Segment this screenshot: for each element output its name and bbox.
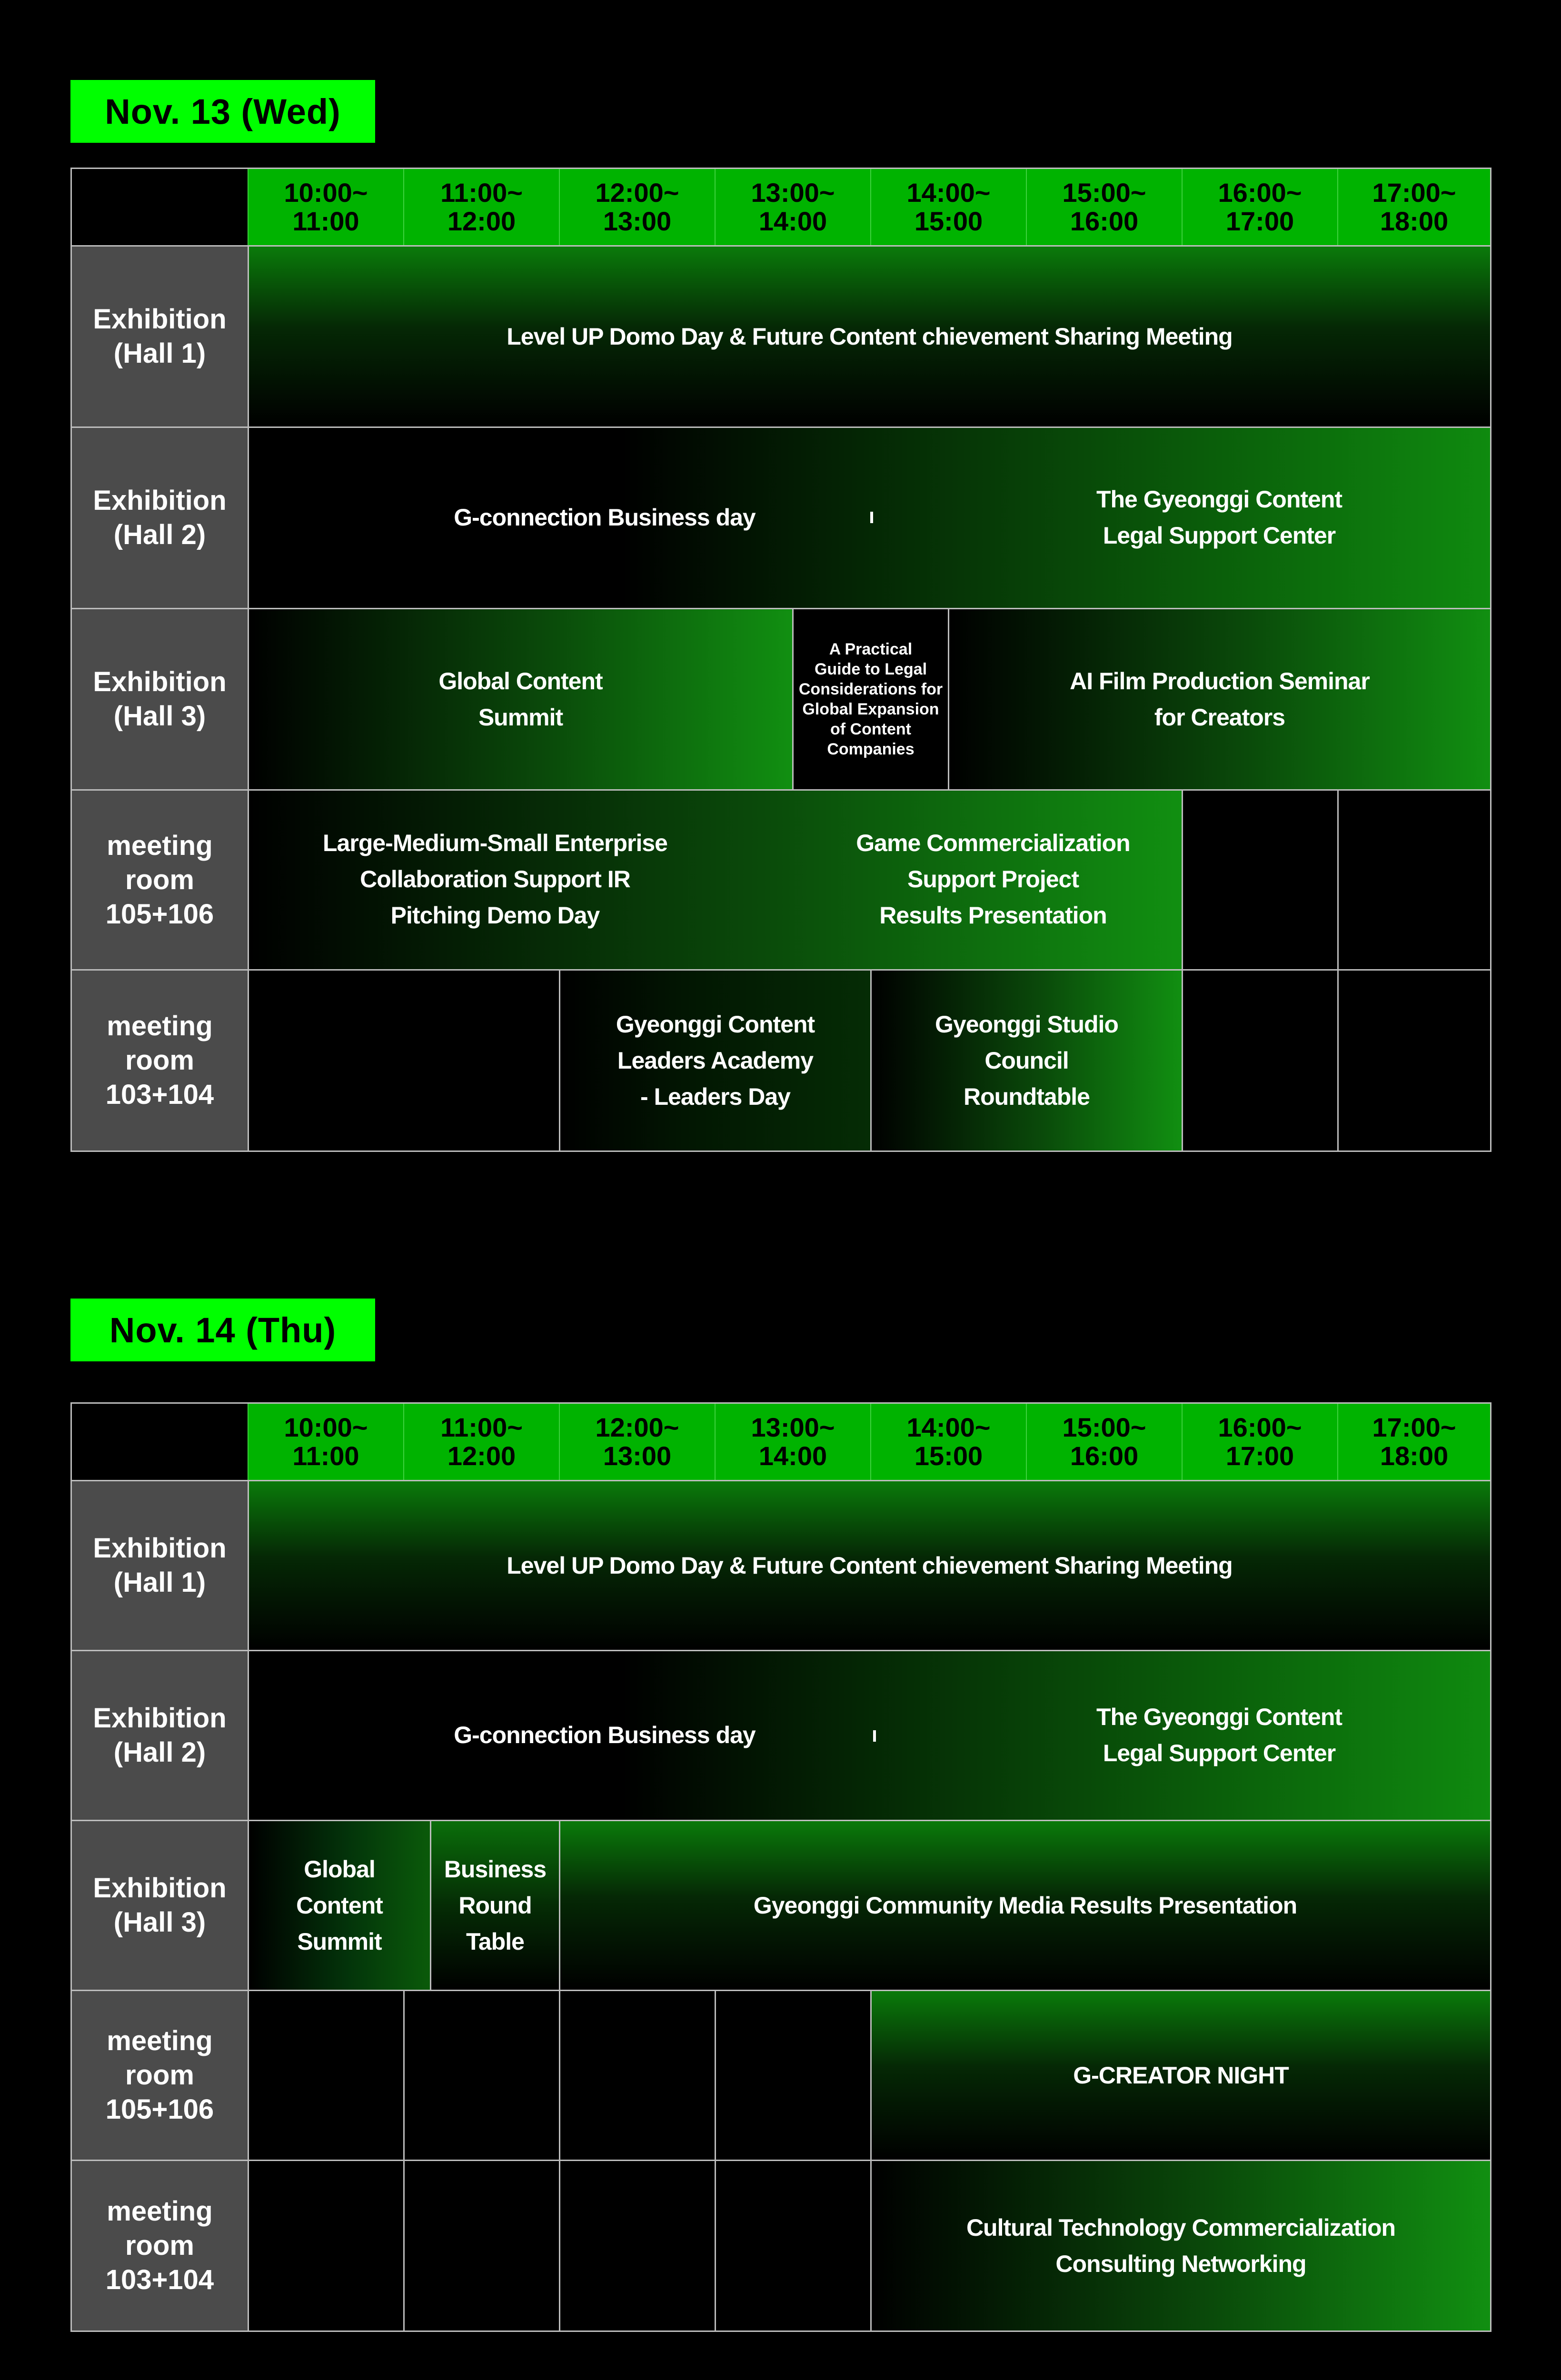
room-label-hall-3: Exhibition (Hall 3) <box>72 1820 248 1990</box>
empty-slot <box>248 1990 403 2160</box>
empty-slot <box>1337 969 1490 1150</box>
time-header-row <box>72 1404 1490 1480</box>
room-label-hall-1: Exhibition (Hall 1) <box>72 245 248 426</box>
event-hall3-legal-guide[interactable]: A Practical Guide to Legal Considerations for Global Expansion of Content Companies <box>792 608 948 789</box>
event-hall2-legal-support[interactable]: The Gyeonggi Content Legal Support Center <box>1096 1703 1342 1766</box>
event-m103-cultural-tech-networking[interactable]: Cultural Technology Commercialization Consulting Networking <box>870 2160 1490 2330</box>
empty-slot <box>1337 789 1490 969</box>
time-slot-3: 12:00~ 13:00 <box>559 1404 715 1480</box>
event-hall3-business-round-table[interactable]: Business Round Table <box>430 1820 559 1990</box>
room-label-hall-2: Exhibition (Hall 2) <box>72 426 248 608</box>
event-hall1-level-up-demo-day[interactable]: Level UP Domo Day & Future Content chievement Sharing Meeting <box>248 1480 1490 1650</box>
event-m103-studio-council[interactable]: Gyeonggi Studio Council Roundtable <box>870 969 1182 1150</box>
event-m105-g-creator-night[interactable]: G-CREATOR NIGHT <box>870 1990 1490 2160</box>
header-corner <box>72 1404 248 1480</box>
time-slot-7: 16:00~ 17:00 <box>1182 1404 1337 1480</box>
event-hall3-ai-film-seminar[interactable]: AI Film Production Seminar for Creators <box>948 608 1490 789</box>
room-label-hall-3: Exhibition (Hall 3) <box>72 608 248 789</box>
room-label-meeting-105-106: meeting room 105+106 <box>72 789 248 969</box>
room-label-meeting-103-104: meeting room 103+104 <box>72 2160 248 2330</box>
room-label-hall-1: Exhibition (Hall 1) <box>72 1480 248 1650</box>
event-hall1-level-up-demo-day[interactable]: Level UP Domo Day & Future Content chievement Sharing Meeting <box>248 245 1490 426</box>
time-slot-7: 16:00~ 17:00 <box>1182 169 1337 245</box>
day-2-schedule-grid <box>70 1402 1491 2332</box>
time-slot-5: 14:00~ 15:00 <box>870 169 1026 245</box>
empty-slot <box>1182 789 1337 969</box>
event-m103-leaders-academy[interactable]: Gyeonggi Content Leaders Academy - Leaders Day <box>559 969 870 1150</box>
empty-slot <box>715 1990 870 2160</box>
time-slot-1: 10:00~ 11:00 <box>248 169 403 245</box>
event-hall2-g-connection[interactable]: G-connection Business day <box>454 504 756 531</box>
room-label-hall-2: Exhibition (Hall 2) <box>72 1650 248 1820</box>
time-slot-4: 13:00~ 14:00 <box>715 169 870 245</box>
room-label-meeting-103-104: meeting room 103+104 <box>72 969 248 1150</box>
time-slot-5: 14:00~ 15:00 <box>870 1404 1026 1480</box>
header-corner <box>72 169 248 245</box>
empty-slot <box>715 2160 870 2330</box>
room-label-meeting-105-106: meeting room 105+106 <box>72 1990 248 2160</box>
event-hall3-community-media[interactable]: Gyeonggi Community Media Results Presentation <box>559 1820 1490 1990</box>
day-1-label: Nov. 13 (Wed) <box>70 80 375 143</box>
event-m105-game-commercialization[interactable]: Game Commercialization Support Project Results Presentation <box>856 830 1130 929</box>
empty-slot <box>559 2160 715 2330</box>
event-hall2-legal-support[interactable]: The Gyeonggi Content Legal Support Center <box>1096 486 1342 549</box>
empty-slot <box>248 2160 403 2330</box>
time-slot-2: 11:00~ 12:00 <box>403 169 559 245</box>
time-slot-4: 13:00~ 14:00 <box>715 1404 870 1480</box>
time-slot-8: 17:00~ 18:00 <box>1337 169 1490 245</box>
empty-slot <box>248 969 559 1150</box>
time-slot-6: 15:00~ 16:00 <box>1026 1404 1182 1480</box>
time-slot-2: 11:00~ 12:00 <box>403 1404 559 1480</box>
event-m105-ir-pitching[interactable]: Large-Medium-Small Enterprise Collaboration Support IR Pitching Demo Day <box>323 830 667 929</box>
time-slot-3: 12:00~ 13:00 <box>559 169 715 245</box>
time-slot-8: 17:00~ 18:00 <box>1337 1404 1490 1480</box>
time-slot-1: 10:00~ 11:00 <box>248 1404 403 1480</box>
event-hall3-global-content-summit[interactable]: Global Content Summit <box>248 608 792 789</box>
empty-slot <box>559 1990 715 2160</box>
divider-mark <box>870 512 873 523</box>
empty-slot <box>1182 969 1337 1150</box>
divider-mark <box>873 1730 876 1742</box>
empty-slot <box>403 2160 559 2330</box>
time-header-row <box>72 169 1490 245</box>
day-1-schedule-grid <box>70 168 1491 1152</box>
event-hall2-g-connection[interactable]: G-connection Business day <box>454 1721 756 1748</box>
event-hall3-global-content-summit[interactable]: Global Content Summit <box>248 1820 430 1990</box>
empty-slot <box>403 1990 559 2160</box>
day-2-label: Nov. 14 (Thu) <box>70 1299 375 1361</box>
time-slot-6: 15:00~ 16:00 <box>1026 169 1182 245</box>
